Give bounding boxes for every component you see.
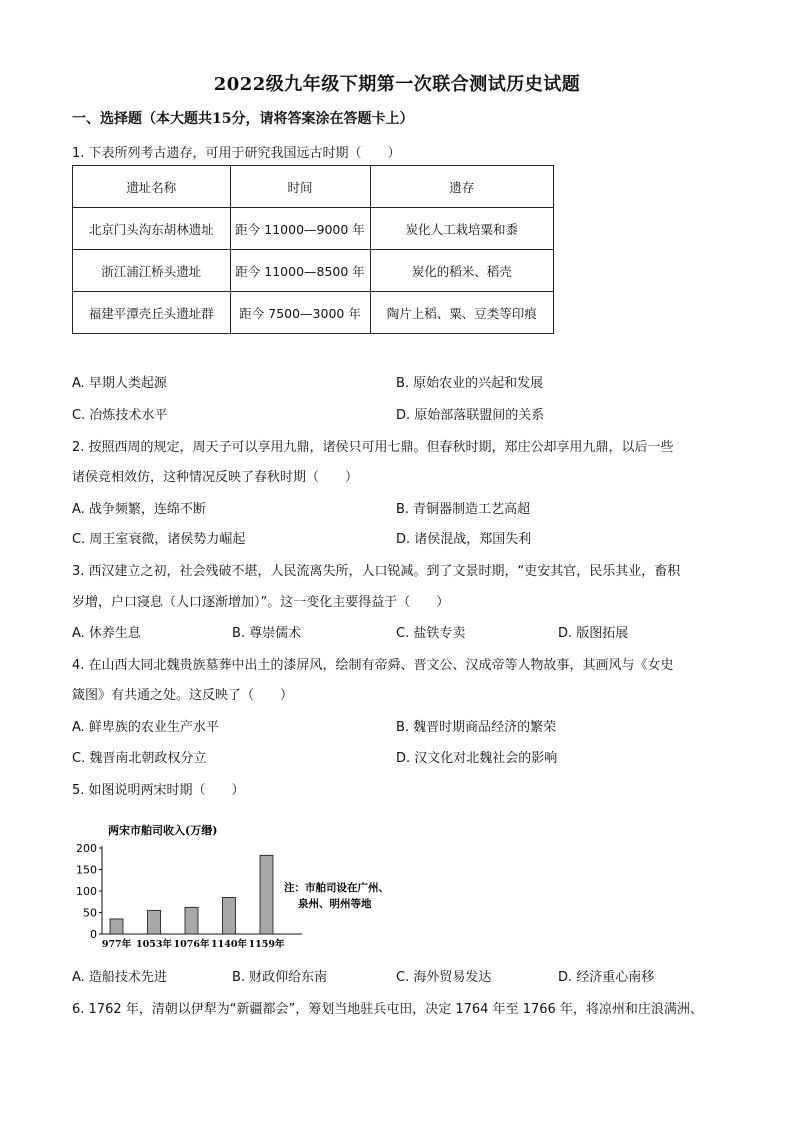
table-row [73,292,554,334]
q5-bar-chart [72,820,412,955]
chart-annotation-line2: 泉州、明州等地 [298,898,372,910]
q5-option-a[interactable]: A. 造船技术先进 [72,970,167,985]
bar [148,910,161,934]
q1-option-a[interactable]: A. 早期人类起源 [72,376,167,391]
x-tick-label: 1053年 [136,939,172,950]
q4-option-b[interactable]: B. 魏晋时期商品经济的繁荣 [396,720,557,735]
q2-option-b[interactable]: B. 青铜器制造工艺高超 [396,502,531,517]
q2-stem-line1: 2. 按照西周的规定，周天子可以享用九鼎，诸侯只可用七鼎。但春秋时期，郑庄公却享用九鼎，以后一些 [72,440,674,455]
q5-option-c[interactable]: C. 海外贸易发达 [396,970,492,985]
q4-option-a[interactable]: A. 鲜卑族的农业生产水平 [72,720,219,735]
q3-stem-line1: 3. 西汉建立之初，社会残破不堪，人民流离失所，人口锐减。到了文景时期，“吏安其官，民乐其业，畜积 [72,564,681,579]
table-cell: 炭化人工栽培粟和黍 [370,208,553,250]
q4-stem-line1: 4. 在山西大同北魏贵族墓葬中出土的漆屏风，绘制有帝舜、晋文公、汉成帝等人物故事，其画风与《女史 [72,658,674,673]
table-cell: 距今 7500—3000 年 [230,292,370,334]
table-cell: 浙江浦江桥头遗址 [73,250,231,292]
table-header-cell: 遗址名称 [73,166,231,208]
x-tick-label: 977年 [101,939,132,950]
chart-annotation-line1: 注：市舶司设在广州、 [284,882,389,894]
x-tick-label: 1140年 [211,939,247,950]
q3-option-b[interactable]: B. 尊崇儒术 [232,626,302,641]
section-heading: 一、选择题（本大题共15分，请将答案涂在答题卡上） [72,111,414,127]
y-ticks [76,842,102,941]
bars [110,855,273,934]
q1-option-d[interactable]: D. 原始部落联盟间的关系 [396,408,545,423]
table-cell: 福建平潭壳丘头遗址群 [73,292,231,334]
bar [260,855,273,934]
bar [110,919,123,934]
y-tick-label: 0 [90,928,97,941]
table-cell: 陶片上稻、粟、豆类等印痕 [370,292,553,334]
x-tick-label: 1076年 [173,939,210,950]
table-cell: 距今 11000—8500 年 [230,250,370,292]
q1-stem: 1. 下表所列考古遗存，可用于研究我国远古时期（ ） [72,146,401,161]
q2-option-a[interactable]: A. 战争频繁，连绵不断 [72,502,206,517]
table-cell: 北京门头沟东胡林遗址 [73,208,231,250]
table-header-row [73,166,554,208]
y-tick-label: 150 [76,863,97,877]
q5-option-b[interactable]: B. 财政仰给东南 [232,970,328,985]
q3-stem-line2: 岁增，户口寖息（人口逐渐增加）”。这一变化主要得益于（ ） [72,595,450,610]
y-tick-label: 50 [83,906,97,920]
q2-stem-line2: 诸侯竞相效仿，这种情况反映了春秋时期（ ） [72,470,359,485]
x-ticks [102,938,285,950]
y-tick-label: 200 [76,842,97,855]
q3-option-c[interactable]: C. 盐铁专卖 [396,626,466,641]
q6-stem-line1: 6. 1762 年，清朝以伊犁为“新疆都会”，筹划当地驻兵屯田，决定 1764 年至 1766 年，将凉州和庄浪满洲、 [72,1002,703,1017]
table-header-cell: 遗存 [370,166,553,208]
q4-option-c[interactable]: C. 魏晋南北朝政权分立 [72,751,207,766]
q5-option-d[interactable]: D. 经济重心南移 [558,970,655,985]
page-title: 2022级九年级下期第一次联合测试历史试题 [213,74,581,95]
table-row [73,208,554,250]
q2-option-c[interactable]: C. 周王室衰微，诸侯势力崛起 [72,532,246,547]
q5-chart [72,820,412,955]
table-cell: 炭化的稻米、稻壳 [370,250,553,292]
q1-option-b[interactable]: B. 原始农业的兴起和发展 [396,376,544,391]
q3-option-a[interactable]: A. 休养生息 [72,626,141,641]
q4-stem-line2: 箴图》有共通之处。这反映了（ ） [72,688,294,703]
q2-option-d[interactable]: D. 诸侯混战，郑国失利 [396,532,532,547]
q4-option-d[interactable]: D. 汉文化对北魏社会的影响 [396,751,558,766]
table-header-cell: 时间 [230,166,370,208]
table-row [73,250,554,292]
x-tick-label: 1159年 [248,939,285,950]
table-cell: 距今 11000—9000 年 [230,208,370,250]
q5-stem: 5. 如图说明两宋时期（ ） [72,783,245,798]
bar [223,897,236,934]
q3-option-d[interactable]: D. 版图拓展 [558,626,629,641]
y-tick-label: 100 [76,885,97,898]
q1-option-c[interactable]: C. 冶炼技术水平 [72,408,168,423]
q1-table [72,165,554,334]
chart-title: 两宋市舶司收入(万缗) [108,824,218,837]
bar [185,907,198,934]
